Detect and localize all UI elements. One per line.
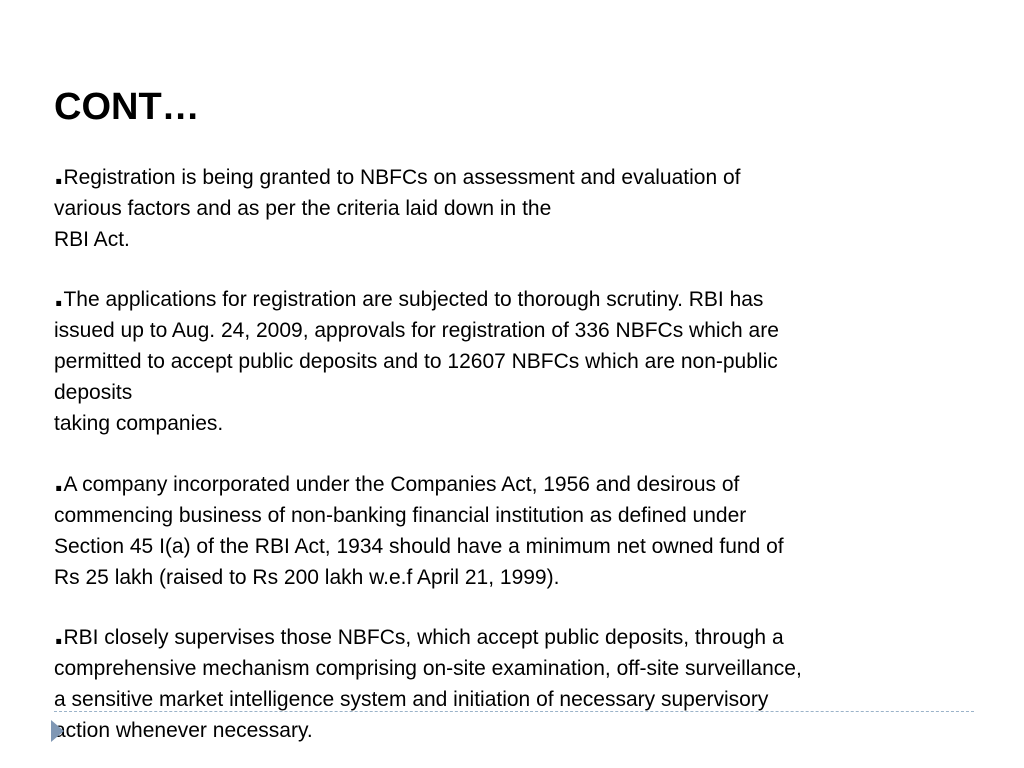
footer-divider xyxy=(54,711,974,712)
paragraph-line: comprehensive mechanism comprising on-site examination, off-site surveillance, xyxy=(54,657,802,680)
paragraph-line: a sensitive market intelligence system and initiation of necessary supervisory xyxy=(54,688,769,711)
paragraph-line: deposits xyxy=(54,381,133,404)
slide-title: CONT… xyxy=(54,86,200,128)
paragraph-line: commencing business of non-banking financial institution as defined under xyxy=(54,504,747,527)
paragraph-line xyxy=(54,461,784,500)
paragraph-line-text: RBI closely supervises those NBFCs, which accept public deposits, through a xyxy=(63,626,784,649)
paragraph-line: Section 45 I(a) of the RBI Act, 1934 should have a minimum net owned fund of xyxy=(54,535,784,558)
paragraph-rbi-supervision xyxy=(54,614,802,746)
paragraph-line: action whenever necessary. xyxy=(54,719,313,742)
paragraph-line: permitted to accept public deposits and to 12607 NBFCs which are non-public xyxy=(54,350,778,373)
bullet-dot: . xyxy=(54,614,64,652)
paragraph-line-text: The applications for registration are subjected to thorough scrutiny. RBI has xyxy=(63,288,764,311)
paragraph-line: taking companies. xyxy=(54,412,224,435)
bullet-dot: . xyxy=(54,154,64,192)
paragraph-line: Rs 25 lakh (raised to Rs 200 lakh w.e.f April 21, 1999). xyxy=(54,566,560,589)
paragraph-line xyxy=(54,154,741,193)
paragraph-line: various factors and as per the criteria laid down in the xyxy=(54,197,552,220)
paragraph-line-text: Registration is being granted to NBFCs on assessment and evaluation of xyxy=(63,166,741,189)
paragraph-line: RBI Act. xyxy=(54,228,130,251)
triangle-right-icon xyxy=(51,720,64,742)
bullet-dot: . xyxy=(54,276,64,314)
paragraph-line: issued up to Aug. 24, 2009, approvals for registration of 336 NBFCs which are xyxy=(54,319,779,342)
paragraph-line xyxy=(54,614,802,653)
paragraph-registration xyxy=(54,154,741,255)
paragraph-company-incorporation xyxy=(54,461,784,593)
paragraph-applications xyxy=(54,276,779,439)
paragraph-line-text: A company incorporated under the Companies Act, 1956 and desirous of xyxy=(63,473,740,496)
bullet-dot: . xyxy=(54,461,64,499)
paragraph-line xyxy=(54,276,779,315)
